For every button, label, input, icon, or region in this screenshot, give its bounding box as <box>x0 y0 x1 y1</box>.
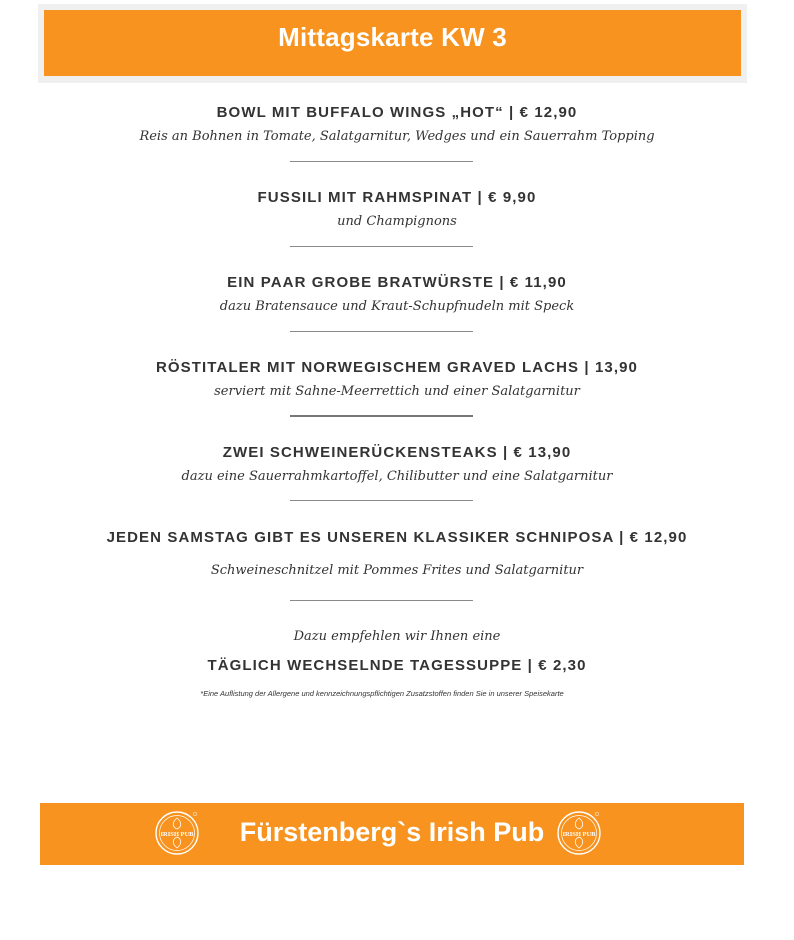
divider <box>290 415 473 417</box>
dish-6-description: Schweineschnitzel mit Pommes Frites und Salatgarnitur <box>210 563 584 578</box>
dish-4-name: RÖSTITALER MIT NORWEGISCHEM GRAVED LACHS | 13,90 <box>155 359 639 376</box>
divider <box>290 161 473 162</box>
dish-5-description: dazu eine Sauerrahmkartoffel, Chilibutter und eine Salatgarnitur <box>181 469 613 484</box>
dish-2-name: FUSSILI MIT RAHMSPINAT | € 9,90 <box>257 189 537 206</box>
footer-bar <box>40 803 744 865</box>
dish-2-description: und Champignons <box>337 214 457 229</box>
dish-6-name: JEDEN SAMSTAG GIBT ES UNSEREN KLASSIKER SCHNIPOSA | € 12,90 <box>106 529 688 546</box>
divider <box>290 331 473 332</box>
divider <box>290 246 473 247</box>
footer-pub-name: Fürstenberg`s Irish Pub <box>239 817 545 847</box>
dish-5-name: ZWEI SCHWEINERÜCKENSTEAKS | € 13,90 <box>222 444 572 461</box>
soup-intro: Dazu empfehlen wir Ihnen eine <box>293 629 501 644</box>
header-bar <box>44 10 741 76</box>
dish-3-description: dazu Bratensauce und Kraut-Schupfnudeln mit Speck <box>219 299 575 314</box>
dish-4-description: serviert mit Sahne-Meerrettich und einer Salatgarnitur <box>214 384 580 399</box>
irish-pub-logo-icon <box>556 810 602 856</box>
svg-text:IRISH PUB: IRISH PUB <box>562 831 596 838</box>
dish-1-name: BOWL MIT BUFFALO WINGS „HOT“ | € 12,90 <box>216 104 578 121</box>
page-title: Mittagskarte KW 3 <box>278 21 507 52</box>
svg-text:IRISH PUB: IRISH PUB <box>160 831 194 838</box>
divider <box>290 600 473 601</box>
allergen-footnote: *Eine Auflistung der Allergene und kennzeichnungspflichtigen Zusatzstoffen finden Sie in unserer Speisekarte <box>200 689 564 698</box>
divider <box>290 500 473 501</box>
dish-3-name: EIN PAAR GROBE BRATWÜRSTE | € 11,90 <box>227 274 567 291</box>
dish-1-description: Reis an Bohnen in Tomate, Salatgarnitur, Wedges und ein Sauerrahm Topping <box>139 129 655 144</box>
soup-name: TÄGLICH WECHSELNDE TAGESSUPPE | € 2,30 <box>207 657 587 674</box>
